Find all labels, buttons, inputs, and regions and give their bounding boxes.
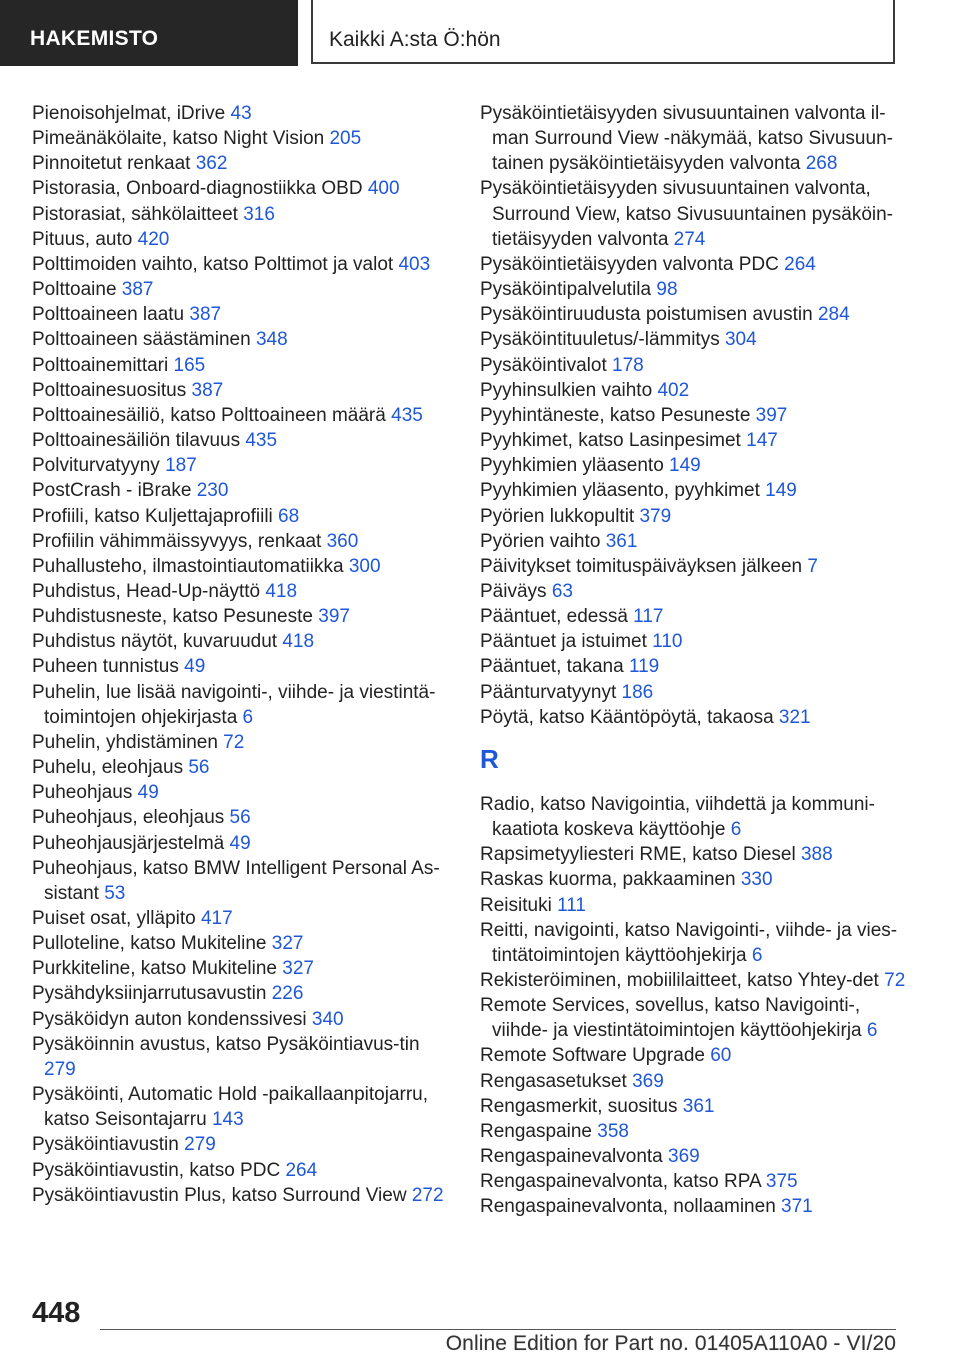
page-link[interactable]: 330	[740, 869, 773, 891]
index-entry	[32, 629, 452, 654]
page-link[interactable]: 63	[551, 580, 573, 602]
index-entry-text: Polttimoiden vaihto, katso Polttimot ja valot	[32, 253, 394, 275]
page-link[interactable]: 6	[242, 706, 254, 728]
index-entry	[480, 403, 920, 428]
page-link[interactable]: 6	[730, 819, 742, 841]
index-entry	[32, 906, 452, 931]
index-entry-text: Rengasmerkit, suositus	[480, 1095, 678, 1117]
index-entry-text: Puhelu, eleohjaus	[32, 757, 184, 779]
page-link[interactable]: 119	[628, 656, 660, 678]
index-entry-text: Päiväys	[480, 580, 547, 602]
index-entry	[480, 101, 920, 176]
page-link[interactable]: 149	[765, 480, 797, 502]
page-link[interactable]: 397	[318, 606, 350, 628]
page-link[interactable]: 7	[807, 555, 818, 577]
index-entry-text: Pysäköinti, Automatic Hold -paikallaanpitojarru, katso Seisontajarru	[32, 1084, 429, 1131]
page-link[interactable]: 304	[724, 329, 757, 351]
index-entry	[32, 378, 452, 403]
index-entry-text: Pöytä, katso Kääntöpöytä, takaosa	[480, 706, 774, 728]
page-number: 448	[32, 1297, 81, 1329]
page-link[interactable]: 375	[765, 1171, 798, 1193]
index-entry-text: Pysäköintiavustin, katso PDC	[32, 1159, 281, 1181]
index-entry	[32, 277, 452, 302]
index-entry	[32, 1007, 452, 1032]
section-tab: HAKEMISTO	[0, 0, 298, 66]
index-entry	[32, 654, 452, 679]
index-entry	[480, 529, 920, 554]
index-entry-text: Pysäköintiruudusta poistumisen avustin	[480, 304, 813, 326]
page-link[interactable]: 143	[211, 1109, 244, 1131]
index-entry	[32, 730, 452, 755]
index-entry-text: Polttoaineen säästäminen	[32, 329, 251, 351]
edition-note: Online Edition for Part no. 01405A110A0 - VI/20	[445, 1332, 896, 1355]
index-entry	[32, 529, 452, 554]
index-entry-text: Polttoaine	[32, 279, 117, 301]
index-entry	[480, 327, 920, 352]
index-entry-text: Pääntuet, takana	[480, 656, 624, 678]
index-entry	[480, 579, 920, 604]
page-link[interactable]: 147	[746, 430, 778, 452]
index-title: Kaikki A:sta Ö:hön	[311, 0, 895, 64]
page-link[interactable]: 361	[605, 530, 638, 552]
index-entry-text: Pysäköidyn auton kondenssivesi	[32, 1008, 307, 1030]
index-entry	[32, 202, 452, 227]
index-entry	[480, 504, 920, 529]
index-entry	[32, 1132, 452, 1157]
index-entry	[480, 680, 920, 705]
index-entry	[480, 867, 920, 892]
page-link[interactable]: 387	[191, 379, 224, 401]
page-link[interactable]: 230	[196, 480, 229, 502]
index-entry-text: Puhallusteho, ilmastointiautomatiikka	[32, 555, 344, 577]
index-entry-text: Pimeänäkölaite, katso Night Vision	[32, 128, 325, 150]
index-entry	[480, 1194, 920, 1219]
page-link[interactable]: 327	[271, 933, 304, 955]
index-entry	[480, 654, 920, 679]
index-entry	[480, 1144, 920, 1169]
index-column-left	[32, 101, 452, 1208]
index-entry-text: Pysäköintituuletus/-lämmitys	[480, 329, 720, 351]
index-entry-text: Puheohjaus, katso BMW Intelligent Personal As-sistant	[32, 857, 440, 904]
index-entry	[32, 931, 452, 956]
section-letter-heading: R	[480, 743, 499, 774]
index-entry	[32, 1032, 452, 1082]
index-entry-text: Rengaspainevalvonta, nollaaminen	[480, 1196, 776, 1218]
index-entry-text: PostCrash - iBrake	[32, 480, 192, 502]
index-entry	[32, 831, 452, 856]
page-link[interactable]: 435	[245, 430, 278, 452]
index-entry	[32, 403, 452, 428]
index-entry-text: Puhdistus, Head-Up-näyttö	[32, 580, 261, 602]
index-entry-text: Rekisteröiminen, mobiililaitteet, katso Yhtey-det	[480, 970, 879, 991]
page-header	[0, 0, 960, 66]
index-entry-text: Polttoainemittari	[32, 354, 169, 376]
page-link[interactable]: 117	[633, 606, 664, 628]
index-entry	[480, 428, 920, 453]
index-entry	[480, 478, 920, 503]
page-link[interactable]: 226	[271, 983, 304, 1005]
page-link[interactable]: 402	[657, 379, 690, 401]
index-entry-text: Pysäköintipalvelutila	[480, 279, 652, 301]
index-entry	[480, 1169, 920, 1194]
index-entry	[480, 353, 920, 378]
page-link[interactable]: 43	[230, 103, 252, 124]
index-entry-text: Puhelin, yhdistäminen	[32, 731, 218, 753]
index-entry-text: Polttoainesäiliön tilavuus	[32, 430, 241, 452]
index-entry	[32, 478, 452, 503]
index-entry	[480, 1069, 920, 1094]
page-link[interactable]: 98	[656, 279, 678, 301]
index-entry-text: Pysäköintietäisyyden valvonta PDC	[480, 253, 779, 275]
index-entry	[32, 579, 452, 604]
index-entry-text: Profiili, katso Kuljettajaprofiili	[32, 505, 273, 527]
index-entry	[32, 453, 452, 478]
page-link[interactable]: 327	[282, 958, 314, 980]
index-entry	[480, 842, 920, 867]
index-entry-text: Rengasasetukset	[480, 1070, 627, 1092]
index-entry-text: Puhdistus näytöt, kuvaruudut	[32, 631, 278, 653]
page-link[interactable]: 178	[612, 354, 644, 376]
index-entry	[480, 792, 920, 842]
page-link[interactable]: 187	[165, 455, 197, 477]
page-link[interactable]: 316	[243, 203, 275, 225]
page-link[interactable]: 379	[639, 505, 672, 527]
index-entry-text: Polttoainesäiliö, katso Polttoaineen määrä	[32, 404, 386, 426]
page-link[interactable]: 362	[195, 153, 228, 175]
index-entry	[32, 780, 452, 805]
page-link[interactable]: 165	[173, 354, 206, 376]
index-entry-text: Puheohjausjärjestelmä	[32, 832, 225, 854]
index-entry	[32, 327, 452, 352]
index-entry-text: Polviturvatyyny	[32, 455, 160, 477]
index-entry-text: Pituus, auto	[32, 228, 133, 250]
index-entry	[480, 252, 920, 277]
page-link[interactable]: 56	[188, 757, 210, 779]
index-entry-text: Pysäköintietäisyyden sivusuuntainen valvonta il-man Surround View -näkymää, katso Sivusuun-tainen pysäköintietäisyyden valvonta	[480, 103, 893, 175]
index-entry-text: Pistorasiat, sähkölaitteet	[32, 203, 238, 225]
page-link[interactable]: 6	[751, 944, 763, 966]
index-entry-text: Remote Services, sovellus, katso Navigointi-, viihde- ja viestintätoimintojen käyttöohjekirja	[480, 995, 862, 1042]
page-link[interactable]: 371	[781, 1196, 813, 1218]
page-link[interactable]: 300	[348, 555, 381, 577]
index-entry-text: Pysäköintiavustin	[32, 1134, 179, 1156]
index-entry	[480, 1094, 920, 1119]
page-link[interactable]: 272	[411, 1184, 444, 1206]
index-entry-text: Pyyhkimien yläasento, pyyhkimet	[480, 480, 760, 502]
page-link[interactable]: 186	[621, 681, 654, 703]
page-link[interactable]: 417	[200, 908, 233, 929]
index-entry	[32, 353, 452, 378]
index-entry-text: Pyyhinsulkien vaihto	[480, 379, 653, 401]
index-entry	[480, 453, 920, 478]
page-link[interactable]: 400	[367, 178, 400, 200]
index-entry-text: Pyörien vaihto	[480, 530, 601, 552]
index-entry	[32, 252, 452, 277]
page-link[interactable]: 72	[223, 731, 245, 753]
index-entry	[32, 1183, 452, 1208]
index-entry	[32, 428, 452, 453]
index-entry	[480, 604, 920, 629]
index-entry-text: Päänturvatyynyt	[480, 681, 617, 703]
index-entry	[480, 705, 920, 730]
index-entry-text: Pyyhkimet, katso Lasinpesimet	[480, 430, 741, 452]
index-entry-text: Rengaspainevalvonta, katso RPA	[480, 1171, 761, 1193]
page-link[interactable]: 321	[778, 706, 811, 728]
index-entry	[480, 918, 920, 968]
index-entry	[32, 504, 452, 529]
index-entry	[32, 1158, 452, 1183]
page-link[interactable]: 268	[805, 153, 838, 175]
page-link[interactable]: 264	[285, 1159, 318, 1181]
index-entry	[32, 856, 452, 906]
index-entry	[32, 302, 452, 327]
index-entry	[480, 893, 920, 918]
index-entry-text: Puhelin, lue lisää navigointi-, viihde- ja viestintä-toimintojen ohjekirjasta	[32, 681, 436, 728]
index-entry	[480, 302, 920, 327]
index-entry-text: Puhdistusneste, katso Pesuneste	[32, 606, 313, 628]
page-link[interactable]: 358	[597, 1120, 629, 1142]
page-link[interactable]: 111	[557, 894, 586, 916]
index-entry-text: Raskas kuorma, pakkaaminen	[480, 869, 736, 891]
page-link[interactable]: 49	[184, 656, 206, 678]
index-entry-text: Pysäköintietäisyyden sivusuuntainen valvonta, Surround View, katso Sivusuuntainen pysäköin-tietäisyyden valvonta	[480, 178, 894, 250]
page-link[interactable]: 348	[255, 329, 288, 351]
index-entry	[480, 629, 920, 654]
index-entry-text: Reisituki	[480, 894, 552, 916]
page-link[interactable]: 110	[652, 631, 683, 653]
index-entry-text: Puheohjaus, eleohjaus	[32, 807, 225, 829]
index-entry-text: Rengaspainevalvonta	[480, 1146, 663, 1168]
page-link[interactable]: 149	[669, 455, 701, 477]
index-entry-text: Rengaspaine	[480, 1120, 592, 1142]
index-entry-text: Pysäköintiavustin Plus, katso Surround View	[32, 1184, 407, 1206]
page-link[interactable]: 403	[398, 253, 431, 275]
page-link[interactable]: 284	[817, 304, 850, 326]
index-group-r	[480, 792, 920, 1220]
page-link[interactable]: 56	[229, 807, 251, 829]
page-link[interactable]: 418	[265, 580, 298, 602]
page-link[interactable]: 6	[866, 1020, 878, 1042]
index-entry	[32, 981, 452, 1006]
index-entry	[32, 101, 452, 126]
page-link[interactable]: 72	[884, 970, 906, 991]
index-entry	[480, 176, 920, 251]
index-entry-text: Päivitykset toimituspäiväyksen jälkeen	[480, 555, 803, 577]
index-entry	[32, 554, 452, 579]
index-entry	[32, 956, 452, 981]
page-link[interactable]: 361	[682, 1095, 715, 1117]
index-entry-text: Remote Software Upgrade	[480, 1045, 705, 1067]
index-column-right	[480, 101, 920, 1220]
page-link[interactable]: 53	[104, 882, 126, 904]
footer-divider	[100, 1329, 896, 1330]
page-link[interactable]: 387	[189, 304, 222, 326]
index-entry	[32, 680, 452, 730]
page-link[interactable]: 279	[44, 1058, 76, 1080]
index-entry-text: Pinnoitetut renkaat	[32, 153, 191, 175]
index-group-p	[480, 101, 920, 730]
index-entry-text: Puheohjaus	[32, 782, 133, 804]
index-entry	[480, 968, 920, 993]
index-entry-text: Pyörien lukkopultit	[480, 505, 635, 527]
index-entry	[480, 1043, 920, 1068]
page-link[interactable]: 369	[632, 1070, 664, 1092]
index-entry	[32, 604, 452, 629]
index-entry-text: Radio, katso Navigointia, viihdettä ja kommuni-kaatiota koskeva käyttöohje	[480, 793, 875, 841]
index-entry-text: Pysähdyksiinjarrutusavustin	[32, 983, 267, 1005]
index-entry-text: Pääntuet ja istuimet	[480, 631, 647, 653]
index-entry-text: Pyyhkimien yläasento	[480, 455, 664, 477]
index-entry	[32, 126, 452, 151]
index-entry-text: Pysäköinnin avustus, katso Pysäköintiavus-tin	[32, 1033, 420, 1055]
index-entry-text: Profiilin vähimmäissyvyys, renkaat	[32, 530, 322, 552]
page-link[interactable]: 340	[311, 1008, 344, 1030]
index-entry-text: Pienoisohjelmat, iDrive	[32, 103, 226, 124]
page-link[interactable]: 49	[229, 832, 251, 854]
page-link[interactable]: 68	[278, 505, 300, 527]
page-link[interactable]: 369	[668, 1146, 700, 1168]
page-link[interactable]: 264	[784, 253, 816, 275]
page-link[interactable]: 60	[710, 1045, 732, 1067]
index-entry-text: Puiset osat, ylläpito	[32, 908, 196, 929]
index-entry	[32, 805, 452, 830]
index-entry-text: Polttoainesuositus	[32, 379, 187, 401]
index-entry	[32, 151, 452, 176]
page-link[interactable]: 435	[391, 404, 423, 426]
page-link[interactable]: 360	[326, 530, 359, 552]
index-entry-text: Puheen tunnistus	[32, 656, 179, 678]
index-entry-text: Purkkiteline, katso Mukiteline	[32, 958, 277, 980]
page-link[interactable]: 49	[137, 782, 159, 804]
index-entry	[32, 176, 452, 201]
index-entry-text: Rapsimetyyliesteri RME, katso Diesel	[480, 844, 796, 866]
index-entry-text: Pysäköintivalot	[480, 354, 607, 376]
page-link[interactable]: 418	[282, 631, 315, 653]
page-link[interactable]: 397	[755, 404, 788, 426]
page-link[interactable]: 205	[329, 128, 362, 150]
page-link[interactable]: 388	[800, 844, 833, 866]
index-entry-text: Polttoaineen laatu	[32, 304, 185, 326]
index-entry	[480, 378, 920, 403]
index-entry	[32, 755, 452, 780]
page-link[interactable]: 274	[673, 228, 706, 250]
index-entry-text: Pulloteline, katso Mukiteline	[32, 933, 267, 955]
page-link[interactable]: 420	[137, 228, 170, 250]
index-entry	[480, 993, 920, 1043]
index-entry-text: Pyyhintäneste, katso Pesuneste	[480, 404, 751, 426]
index-entry	[32, 227, 452, 252]
index-entry	[480, 554, 920, 579]
index-entry	[32, 1082, 452, 1132]
page-link[interactable]: 279	[184, 1134, 216, 1156]
index-entry-text: Reitti, navigointi, katso Navigointi-, viihde- ja vies-tintätoimintojen käyttöohjekirja	[480, 919, 898, 966]
page-link[interactable]: 387	[121, 279, 154, 301]
index-entry	[480, 277, 920, 302]
index-entry-text: Pistorasia, Onboard-diagnostiikka OBD	[32, 178, 363, 200]
index-entry	[480, 1119, 920, 1144]
index-entry-text: Pääntuet, edessä	[480, 606, 628, 628]
